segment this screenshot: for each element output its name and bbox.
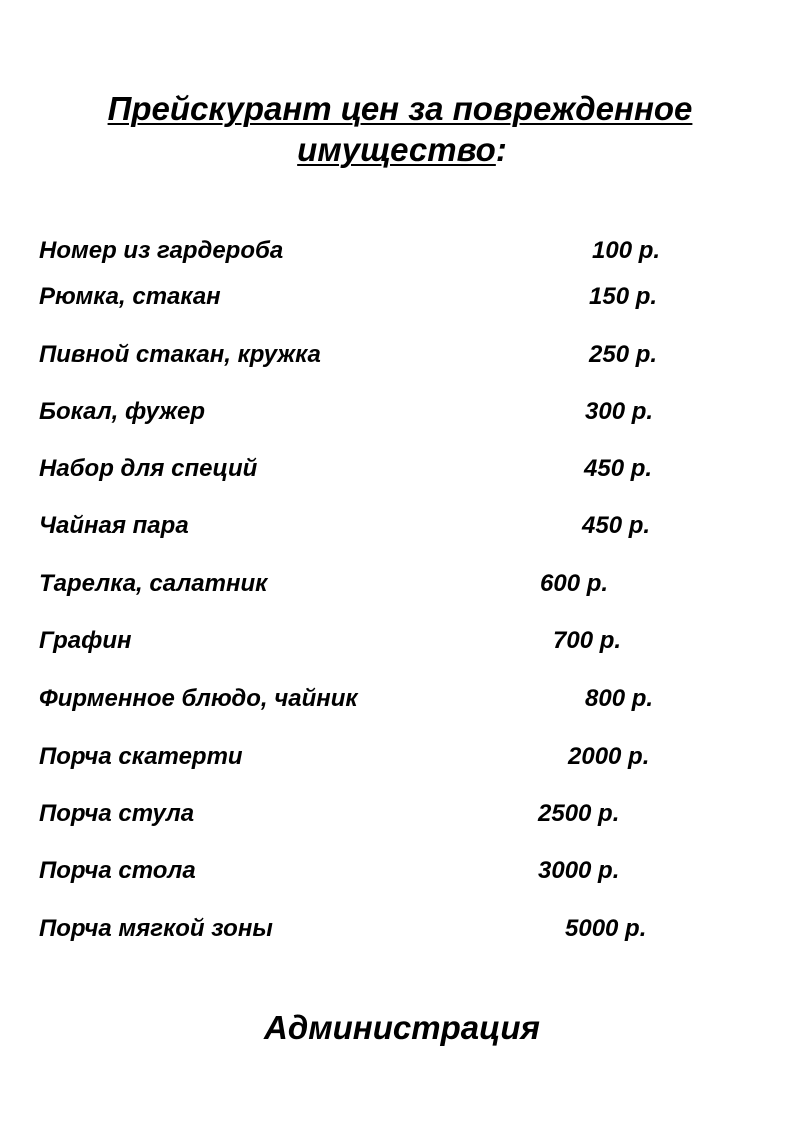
item-price: 600 р.	[540, 570, 609, 597]
item-name: Номер из гардероба	[39, 237, 284, 264]
price-row-12	[0, 854, 800, 888]
price-row-13	[0, 912, 800, 946]
item-price: 5000 р.	[565, 915, 647, 942]
item-name: Порча стула	[39, 800, 195, 827]
title-line-2-wrap	[0, 129, 800, 170]
item-name: Порча скатерти	[39, 743, 243, 770]
price-row-10	[0, 740, 800, 774]
item-price: 150 р.	[589, 283, 658, 310]
item-name: Графин	[39, 627, 132, 654]
item-price: 700 р.	[553, 627, 622, 654]
price-row-4	[0, 395, 800, 429]
price-row-2	[0, 280, 800, 314]
price-row-5	[0, 452, 800, 486]
item-price: 450 р.	[584, 455, 653, 482]
item-name: Порча мягкой зоны	[39, 915, 273, 942]
price-row-6	[0, 509, 800, 543]
price-row-1	[0, 234, 800, 268]
title-line-2: имущество	[297, 131, 496, 168]
price-row-11	[0, 797, 800, 831]
item-price: 250 р.	[589, 341, 658, 368]
item-price: 800 р.	[585, 685, 654, 712]
item-name: Чайная пара	[39, 512, 189, 539]
item-price: 3000 р.	[538, 857, 620, 884]
footer-signature	[0, 1006, 800, 1050]
item-price: 2500 р.	[538, 800, 620, 827]
price-row-7	[0, 567, 800, 601]
price-row-3	[0, 338, 800, 372]
item-name: Бокал, фужер	[39, 398, 205, 425]
item-name: Фирменное блюдо, чайник	[39, 685, 358, 712]
footer-text: Администрация	[263, 1009, 540, 1046]
item-price: 450 р.	[582, 512, 651, 539]
item-name: Тарелка, салатник	[39, 570, 268, 597]
item-name: Порча стола	[39, 857, 196, 884]
item-name: Рюмка, стакан	[39, 283, 221, 310]
document-title	[0, 88, 800, 170]
item-name: Набор для специй	[39, 455, 258, 482]
item-price: 300 р.	[585, 398, 654, 425]
item-price: 100 р.	[592, 237, 661, 264]
title-line-1: Прейскурант цен за поврежденное	[107, 90, 693, 127]
item-price: 2000 р.	[568, 743, 650, 770]
item-name: Пивной стакан, кружка	[39, 341, 321, 368]
price-row-9	[0, 682, 800, 716]
price-row-8	[0, 624, 800, 658]
title-colon: :	[495, 131, 507, 168]
